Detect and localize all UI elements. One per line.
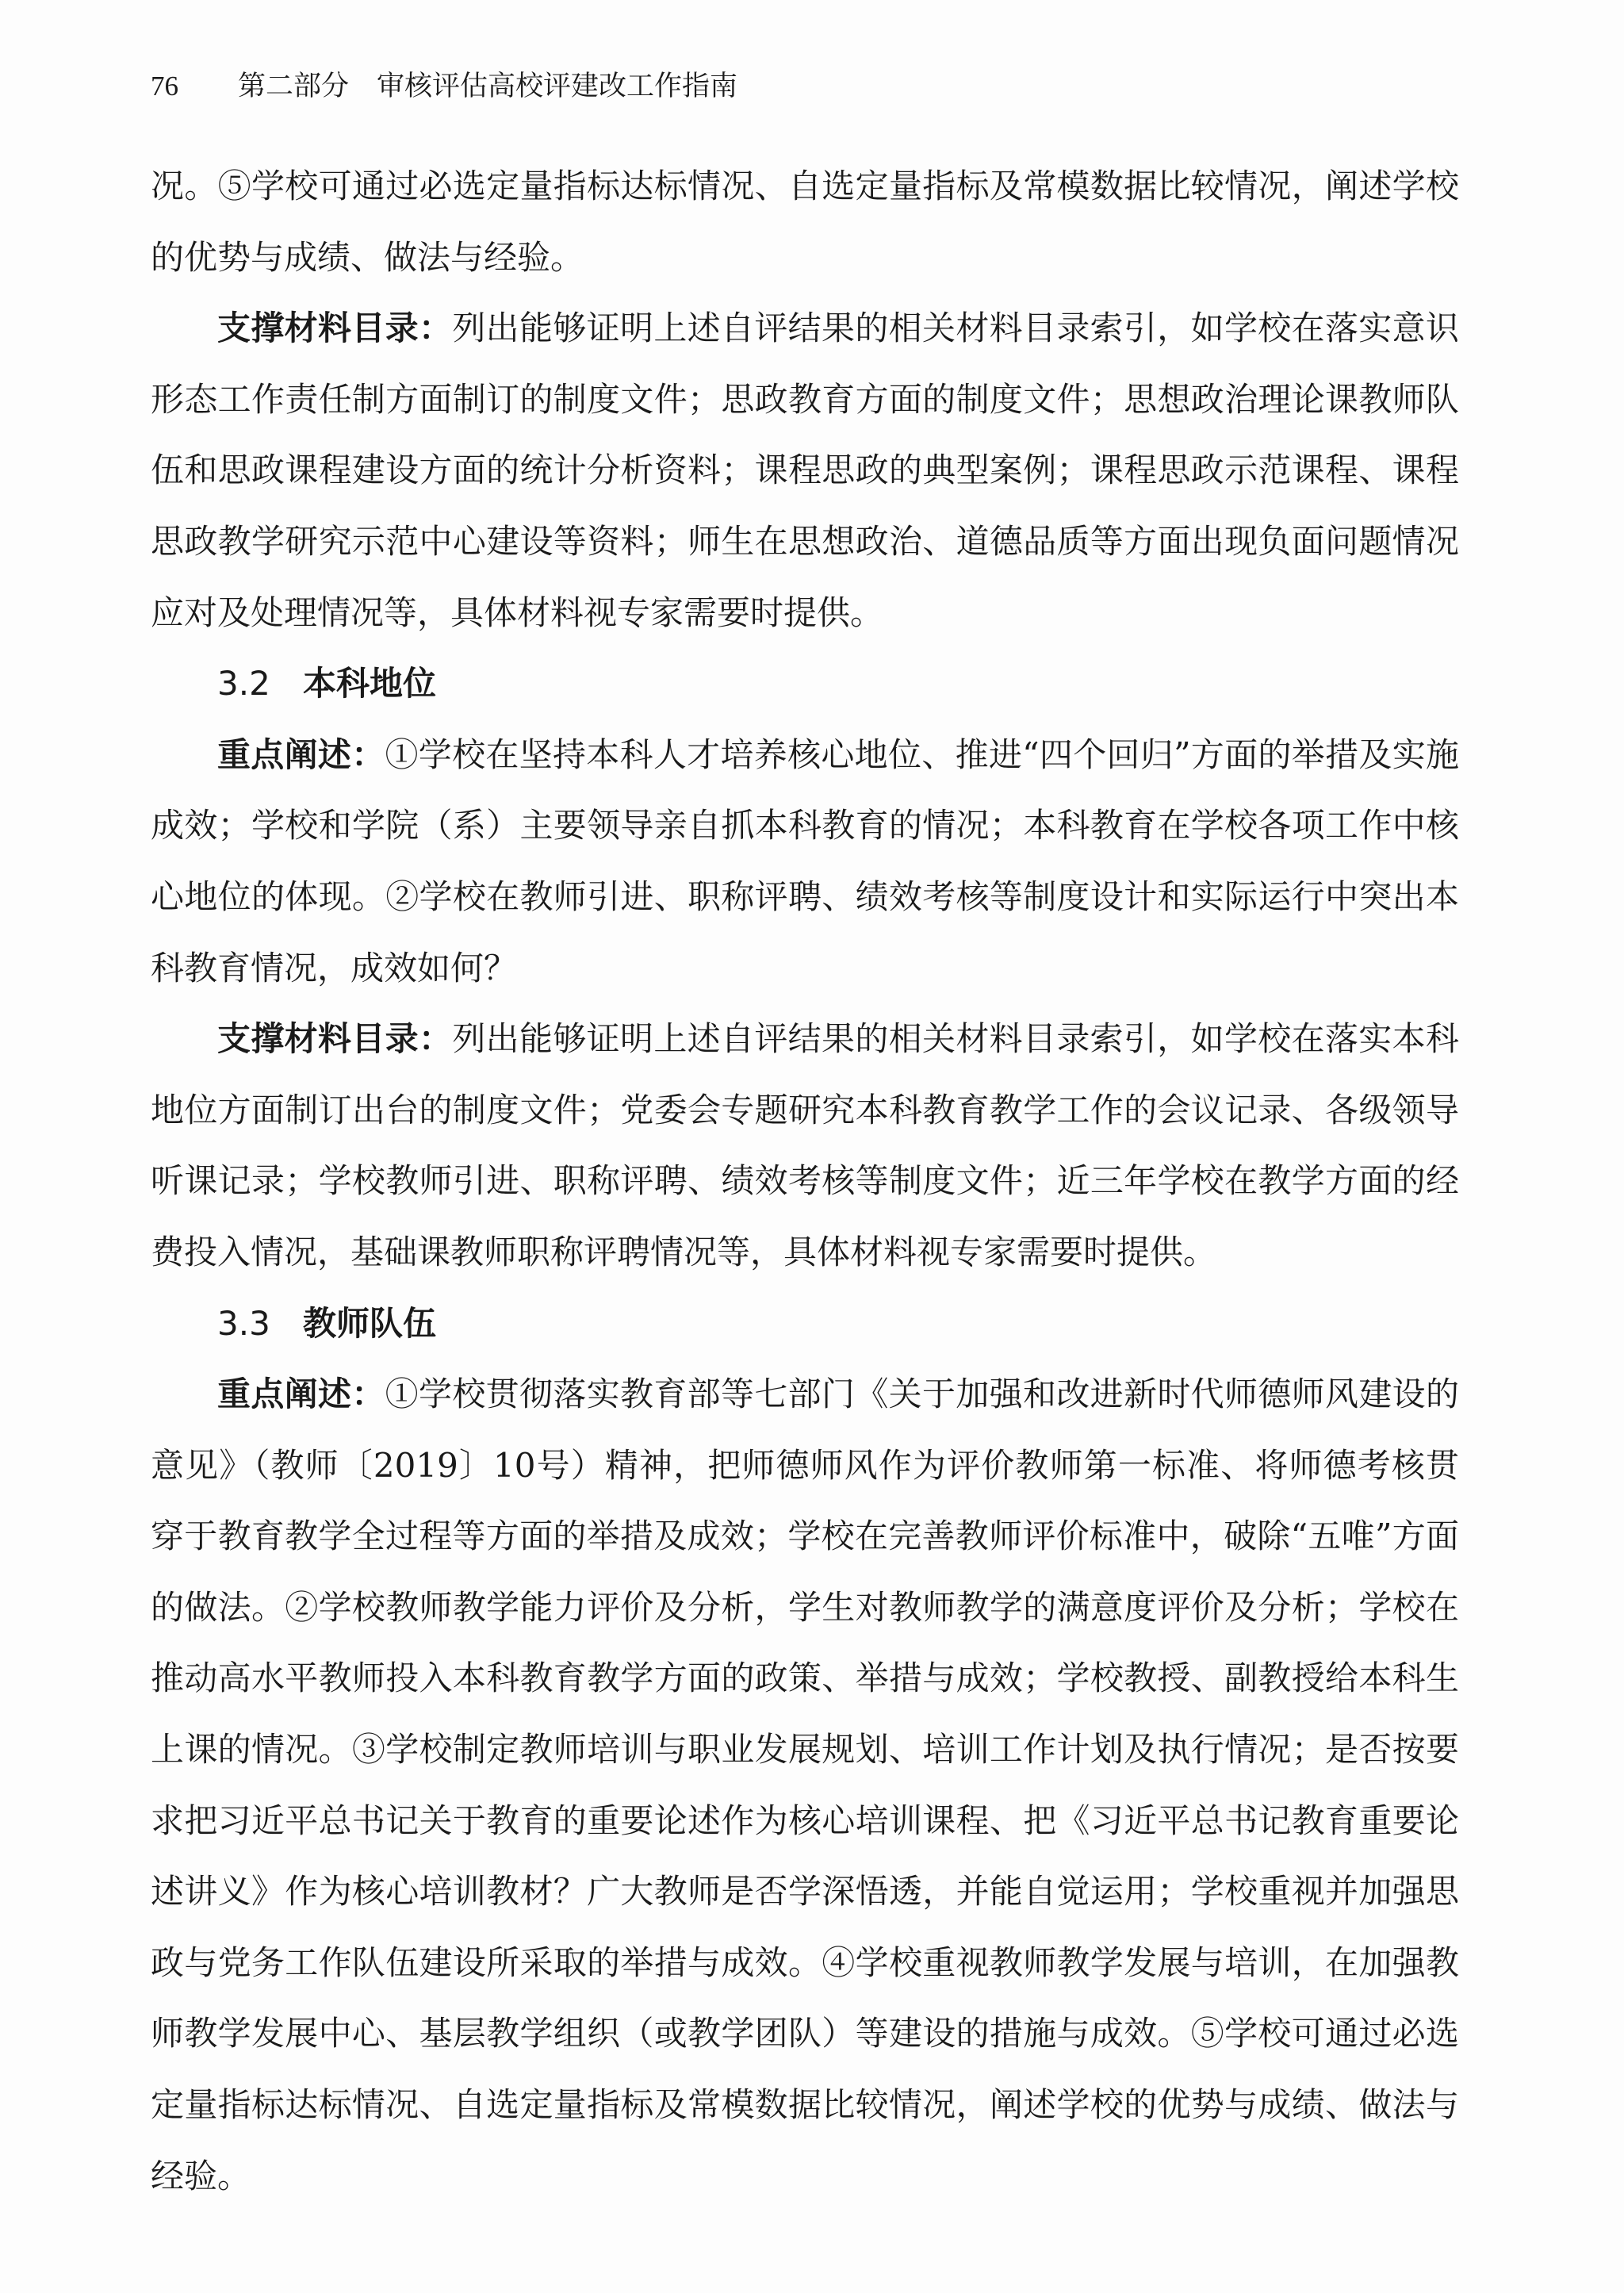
section-number: 3.3 — [217, 1303, 270, 1343]
paragraph-label: 重点阐述： — [217, 1375, 385, 1414]
paragraph-text: 列出能够证明上述自评结果的相关材料目录索引，如学校在落实意识形态工作责任制方面制订的制度文件；思政教育方面的制度文件；思想政治理论课教师队伍和思政课程建设方面的统计分析资料；课程思政的典型案例；课程思政示范课程、课程思政教学研究示范中心建设等资料；师生在思想政治、道德品质等方面出现负面问题情况应对及处理情况等，具体材料视专家需要时提供。 — [151, 309, 1459, 632]
paragraph-text: 列出能够证明上述自评结果的相关材料目录索引，如学校在落实本科地位方面制订出台的制度文件；党委会专题研究本科教育教学工作的会议记录、各级领导听课记录；学校教师引进、职称评聘、绩效考核等制度文件；近三年学校在教学方面的经费投入情况，基础课教师职称评聘情况等，具体材料视专家需要时提供。 — [151, 1019, 1459, 1271]
paragraph — [151, 1003, 1459, 1287]
section-heading — [151, 648, 1459, 719]
paragraph-text: ①学校贯彻落实教育部等七部门《关于加强和改进新时代师德师风建设的意见》（教师〔2019〕10号）精神，把师德师风作为评价教师第一标准、将师德考核贯穿于教育教学全过程等方面的举措及成效；学校在完善教师评价标准中，破除“五唯”方面的做法。②学校教师教学能力评价及分析，学生对教师教学的满意度评价及分析；学校在推动高水平教师投入本科教育教学方面的政策、举措与成效；学校教授、副教授给本科生上课的情况。③学校制定教师培训与职业发展规划、培训工作计划及执行情况；是否按要求把习近平总书记关于教育的重要论述作为核心培训课程、把《习近平总书记教育重要论述讲义》作为核心培训教材？广大教师是否学深悟透，并能自觉运用；学校重视并加强思政与党务工作队伍建设所采取的举措与成效。④学校重视教师教学发展与培训，在加强教师教学发展中心、基层教学组织（或教学团队）等建设的措施与成效。⑤学校可通过必选定量指标达标情况、自选定量指标及常模数据比较情况，阐述学校的优势与成绩、做法与经验。 — [151, 1375, 1459, 2195]
paragraph-text: ①学校在坚持本科人才培养核心地位、推进“四个回归”方面的举措及实施成效；学校和学院（系）主要领导亲自抓本科教育的情况；本科教育在学校各项工作中核心地位的体现。②学校在教师引进、职称评聘、绩效考核等制度设计和实际运行中突出本科教育情况，成效如何？ — [151, 734, 1459, 987]
section-heading — [151, 1288, 1459, 1359]
page-number: 76 — [151, 71, 178, 102]
paragraph-label: 支撑材料目录： — [217, 1019, 453, 1059]
section-title: 本科地位 — [303, 664, 437, 704]
paragraph — [151, 1359, 1459, 2211]
paragraph-label: 重点阐述： — [217, 734, 385, 774]
paragraph — [151, 293, 1459, 648]
section-number: 3.2 — [217, 664, 270, 704]
paragraph-text: 况。⑤学校可通过必选定量指标达标情况、自选定量指标及常模数据比较情况，阐述学校的优势与成绩、做法与经验。 — [151, 167, 1459, 277]
body-text — [151, 151, 1459, 2211]
page-header — [151, 67, 737, 106]
section-title: 教师队伍 — [303, 1303, 437, 1343]
paragraph — [151, 151, 1459, 293]
paragraph-label: 支撑材料目录： — [217, 309, 453, 348]
paragraph — [151, 719, 1459, 1003]
running-title: 第二部分 审核评估高校评建改工作指南 — [238, 71, 738, 102]
